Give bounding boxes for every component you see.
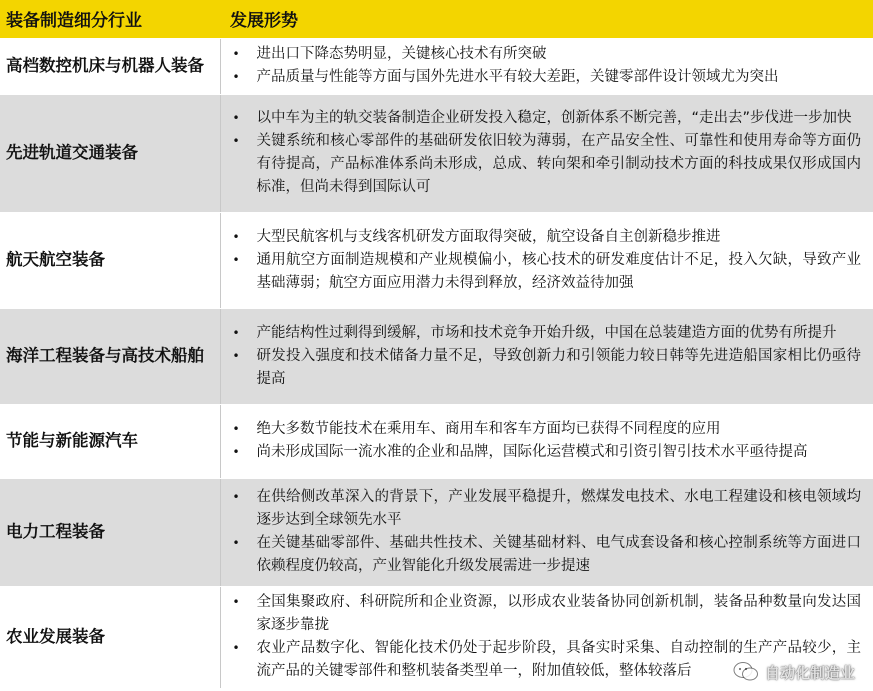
bullet-icon: • [232, 536, 240, 550]
trend-point: • 尚未形成国际一流水准的企业和品牌，国际化运营模式和引资引智引技术水平亟待提高 [229, 441, 862, 464]
watermark-text: 自动化制造业 [764, 663, 855, 682]
industry-cell: 电力工程装备 [0, 478, 220, 586]
trend-point: • 产品质量与性能等方面与国外先进水平有较大差距，关键零部件设计领域尤为突出 [229, 66, 862, 89]
trend-cell [220, 94, 873, 212]
bullet-icon: • [232, 229, 240, 244]
trend-point: • 关键系统和核心零部件的基础研发依旧较为薄弱，在产品安全性、可靠性和使用寿命等方面仍有待提高，产品标准体系尚未形成，总成、转向架和牵引制动技术方面的科技成果仅形成国内标准，但尚未得到国际认可 [229, 130, 862, 199]
table-row [0, 308, 873, 404]
industry-cell: 节能与新能源汽车 [0, 404, 220, 478]
table-header-row [0, 0, 873, 38]
trend-point: • 在供给侧改革深入的背景下，产业发展平稳提升，燃煤发电技术、水电工程建设和核电领域均逐步达到全球领先水平 [229, 486, 862, 532]
bullet-icon: • [232, 348, 240, 363]
bullet-icon: • [232, 134, 240, 148]
trend-point: • 以中车为主的轨交装备制造企业研发投入稳定，创新体系不断完善，“走出去”步伐进一步加快 [229, 107, 862, 130]
trend-point: • 研发投入强度和技术储备力量不足，导致创新力和引领能力较日韩等先进造船国家相比仍亟待提高 [229, 345, 862, 391]
bullet-icon: • [232, 422, 240, 436]
trend-point: • 产能结构性过剩得到缓解，市场和技术竞争开始升级，中国在总装建造方面的优势有所提升 [229, 322, 862, 345]
trend-cell [220, 38, 873, 94]
trend-point: • 绝大多数节能技术在乘用车、商用车和客车方面均已获得不同程度的应用 [229, 418, 862, 441]
bullet-icon: • [232, 47, 240, 61]
table-row [0, 586, 873, 688]
bullet-icon: • [232, 641, 240, 655]
trend-cell [220, 404, 873, 478]
bullet-icon: • [232, 111, 240, 125]
trend-point: • 农业产品数字化、智能化技术仍处于起步阶段，具备实时采集、自动控制的生产产品较少，主流产品的关键零部件和整机装备类型单一，附加值较低，整体较落后 [229, 637, 862, 683]
bullet-icon: • [232, 595, 240, 609]
bullet-icon: • [232, 70, 240, 84]
industry-cell: 高档数控机床与机器人装备 [0, 38, 220, 94]
table-row [0, 478, 873, 586]
trend-point: • 通用航空方面制造规模和产业规模偏小，核心技术的研发难度估计不足，投入欠缺，导致产业基础薄弱；航空方面应用潜力未得到释放，经济效益待加强 [229, 249, 862, 295]
trend-cell [220, 586, 873, 688]
trend-point: • 大型民航客机与支线客机研发方面取得突破，航空设备自主创新稳步推进 [229, 226, 862, 249]
header-trend: 发展形势 [220, 0, 873, 38]
bullet-icon: • [232, 490, 240, 504]
table-row [0, 212, 873, 308]
industry-cell: 航天航空装备 [0, 212, 220, 308]
bullet-icon: • [232, 252, 240, 267]
industry-cell: 先进轨道交通装备 [0, 94, 220, 212]
industry-cell: 海洋工程装备与高技术船舶 [0, 308, 220, 404]
table-row [0, 94, 873, 212]
industry-cell: 农业发展装备 [0, 586, 220, 688]
table-row [0, 404, 873, 478]
trend-point: • 在关键基础零部件、基础共性技术、关键基础材料、电气成套设备和核心控制系统等方面进口依赖程度仍较高，产业智能化升级发展需进一步提速 [229, 532, 862, 578]
trend-point: • 全国集聚政府、科研院所和企业资源，以形成农业装备协同创新机制，装备品种数量向发达国家逐步靠拢 [229, 591, 862, 637]
trend-cell [220, 308, 873, 404]
trend-point: • 进出口下降态势明显，关键核心技术有所突破 [229, 43, 862, 66]
bullet-icon: • [232, 325, 240, 340]
trend-cell [220, 478, 873, 586]
bullet-icon: • [232, 445, 240, 459]
table-row [0, 38, 873, 94]
trend-cell [220, 212, 873, 308]
header-industry: 装备制造细分行业 [0, 0, 220, 38]
